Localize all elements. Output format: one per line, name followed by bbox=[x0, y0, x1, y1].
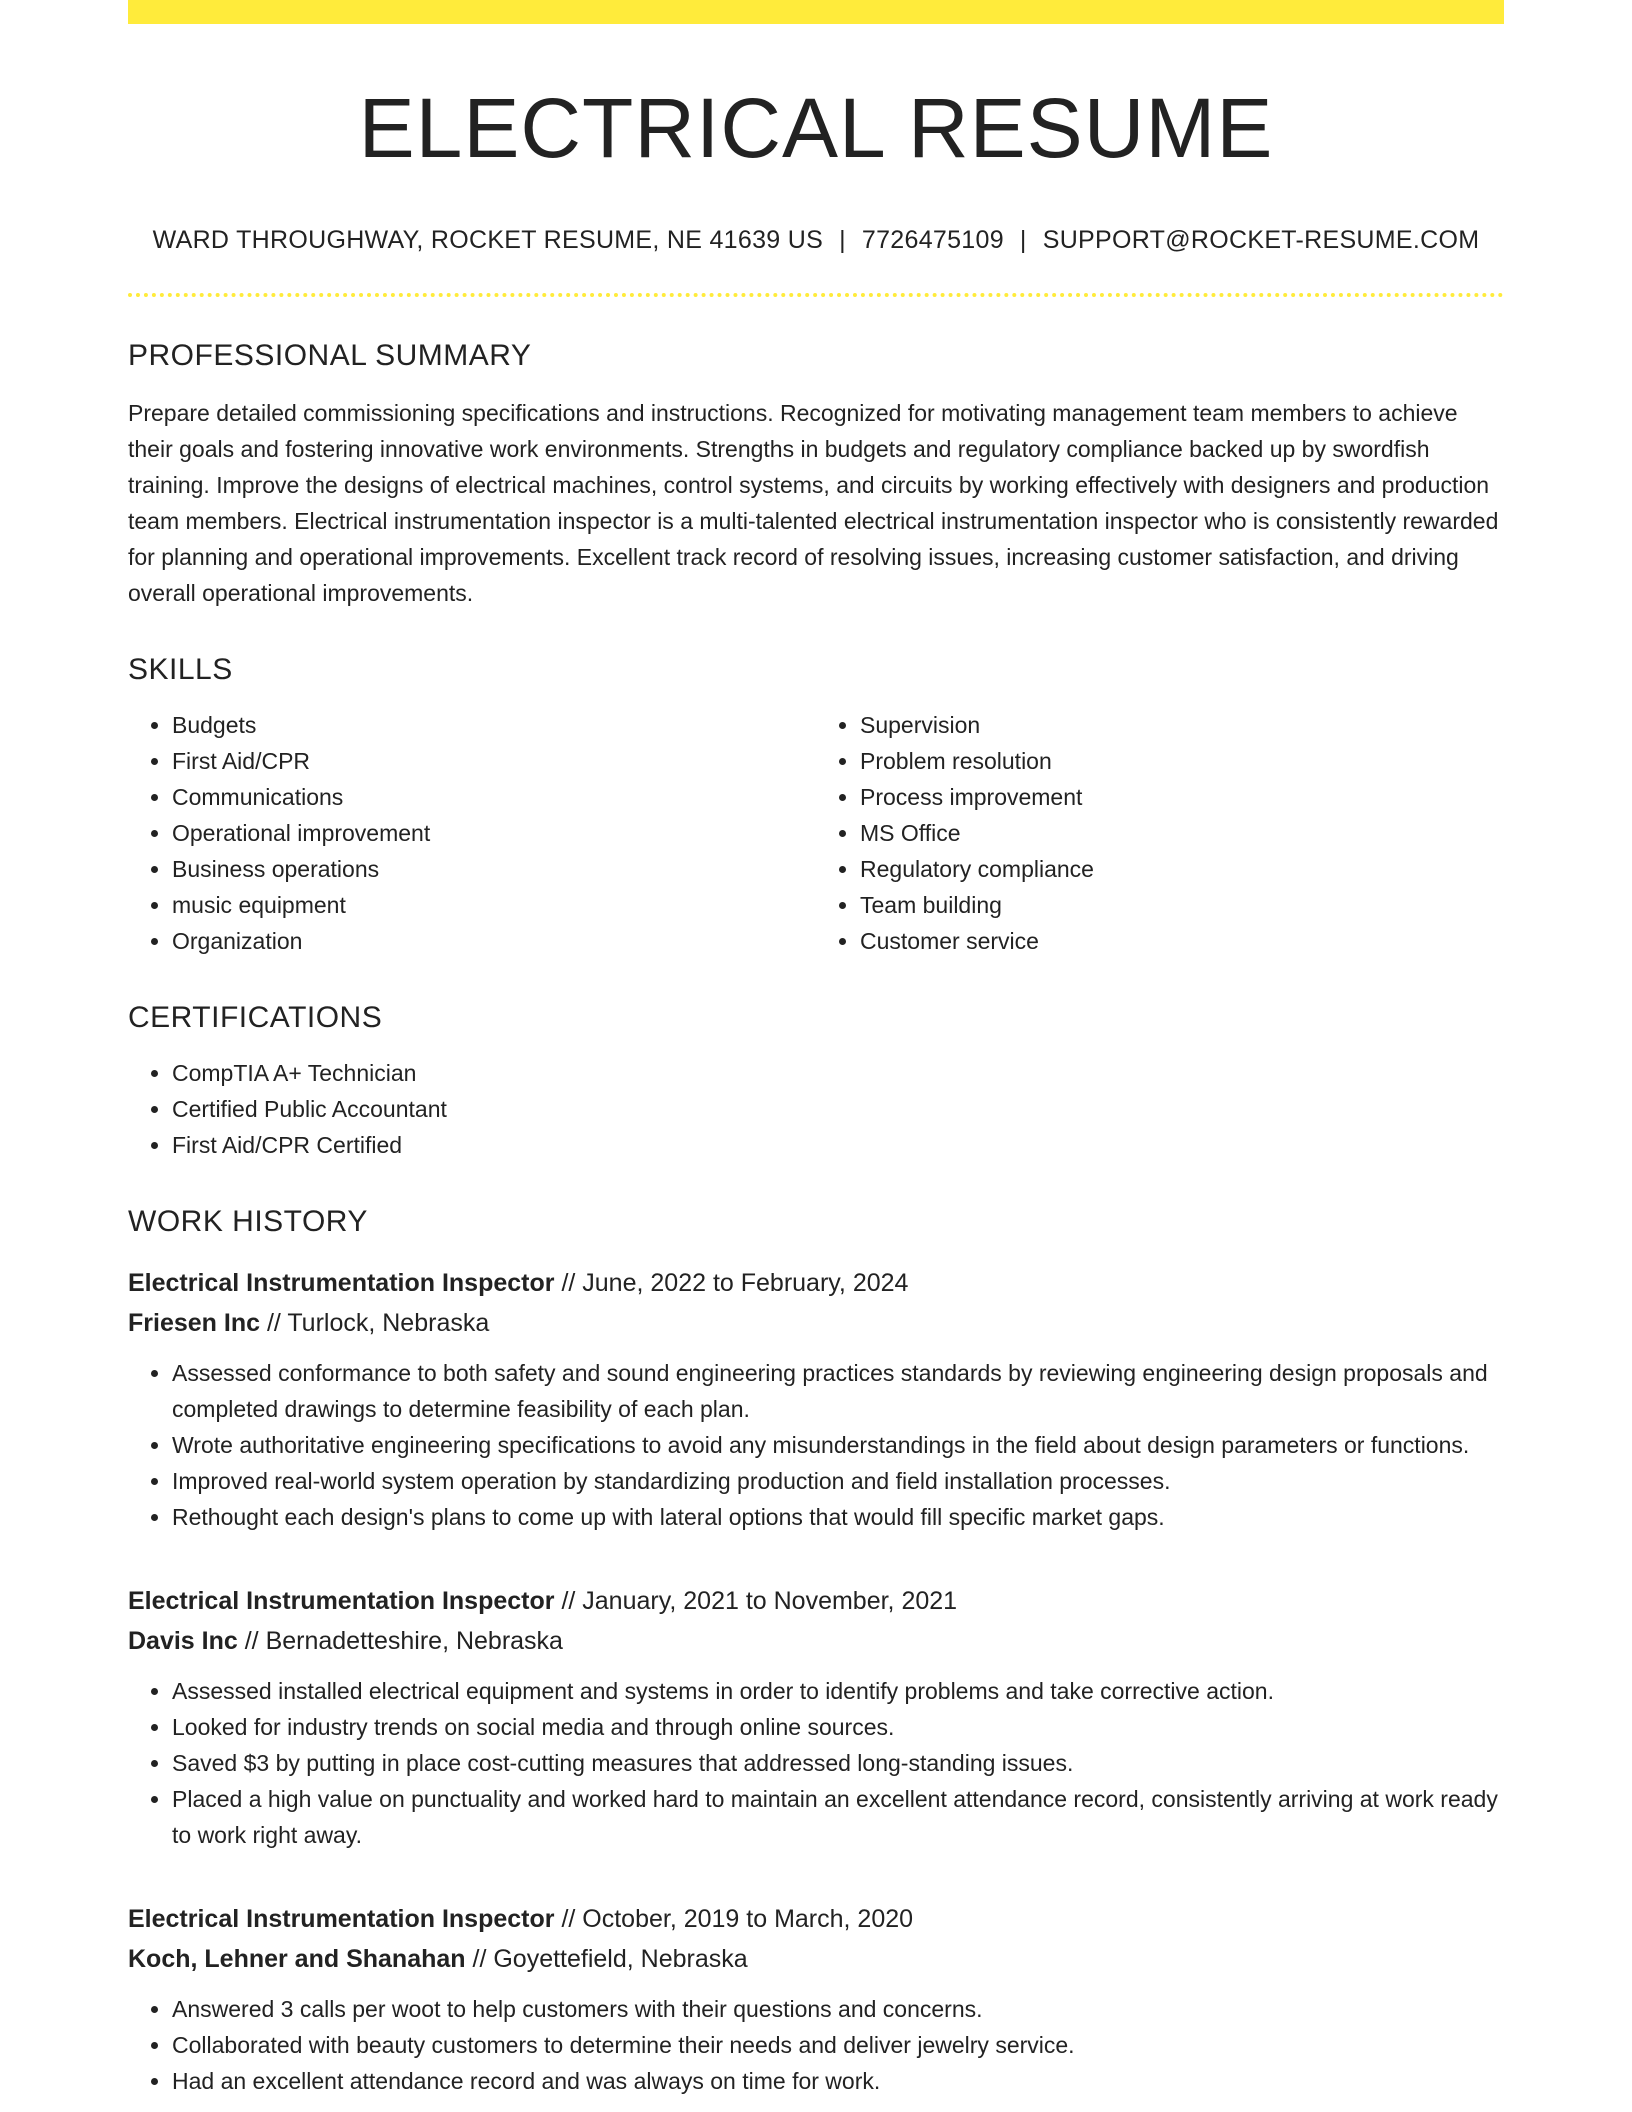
skill-item: • music equipment bbox=[172, 887, 816, 923]
resume-title: ELECTRICAL RESUME bbox=[358, 81, 1274, 175]
job-bullet: • Assessed conformance to both safety and sound engineering practices standards by reviewing engineering design proposals and completed drawings to determine feasibility of each plan. bbox=[172, 1355, 1504, 1427]
skill-item: • Problem resolution bbox=[860, 743, 1504, 779]
job-location: // Turlock, Nebraska bbox=[260, 1309, 490, 1338]
job-location: // Goyettefield, Nebraska bbox=[465, 1945, 748, 1974]
skills-heading: SKILLS bbox=[128, 653, 233, 687]
skill-item: • Regulatory compliance bbox=[860, 851, 1504, 887]
job-company-line bbox=[128, 1939, 1504, 1979]
job-bullet: • Wrote authoritative engineering specifications to avoid any misunderstandings in the field about design parameters or functions. bbox=[172, 1427, 1504, 1463]
job-entry bbox=[128, 1263, 1504, 1535]
job-dates: // January, 2021 to November, 2021 bbox=[554, 1587, 958, 1616]
job-entry bbox=[128, 1581, 1504, 1853]
job-title: Electrical Instrumentation Inspector bbox=[128, 1905, 555, 1934]
job-bullet: • Placed a high value on punctuality and worked hard to maintain an excellent attendance record, consistently arriving at work ready to work right away. bbox=[172, 1781, 1504, 1853]
job-title: Electrical Instrumentation Inspector bbox=[128, 1587, 555, 1616]
skill-item: • Budgets bbox=[172, 707, 816, 743]
work-history-heading: WORK HISTORY bbox=[128, 1205, 368, 1239]
job-company: Friesen Inc bbox=[128, 1309, 260, 1338]
job-title-line bbox=[128, 1263, 1504, 1303]
job-dates: // October, 2019 to March, 2020 bbox=[554, 1905, 914, 1934]
skill-item: • MS Office bbox=[860, 815, 1504, 851]
job-bullets bbox=[128, 1991, 1504, 2099]
skill-item: • Supervision bbox=[860, 707, 1504, 743]
job-dates: // June, 2022 to February, 2024 bbox=[554, 1269, 909, 1298]
job-bullet: • Collaborated with beauty customers to determine their needs and deliver jewelry service. bbox=[172, 2027, 1504, 2063]
contact-separator: | bbox=[839, 226, 846, 255]
job-bullets bbox=[128, 1673, 1504, 1853]
job-bullet: • Answered 3 calls per woot to help customers with their questions and concerns. bbox=[172, 1991, 1504, 2027]
certifications-heading: CERTIFICATIONS bbox=[128, 1001, 383, 1035]
skill-item: • Communications bbox=[172, 779, 816, 815]
job-company-line bbox=[128, 1621, 1504, 1661]
skill-item: • Operational improvement bbox=[172, 815, 816, 851]
job-title-line bbox=[128, 1581, 1504, 1621]
job-company-line bbox=[128, 1303, 1504, 1343]
summary-heading: PROFESSIONAL SUMMARY bbox=[128, 339, 532, 373]
job-bullet: • Assessed installed electrical equipment and systems in order to identify problems and take corrective action. bbox=[172, 1673, 1504, 1709]
skill-item: • Customer service bbox=[860, 923, 1504, 959]
contact-separator: | bbox=[1019, 226, 1027, 255]
skill-item: • Team building bbox=[860, 887, 1504, 923]
job-bullet: • Looked for industry trends on social media and through online sources. bbox=[172, 1709, 1504, 1745]
dotted-divider bbox=[128, 293, 1504, 297]
job-entry bbox=[128, 1899, 1504, 2099]
job-bullets bbox=[128, 1355, 1504, 1535]
resume-page bbox=[128, 0, 1504, 2099]
certification-item: • CompTIA A+ Technician bbox=[172, 1055, 1504, 1091]
job-company: Koch, Lehner and Shanahan bbox=[128, 1945, 466, 1974]
certification-item: • Certified Public Accountant bbox=[172, 1091, 1504, 1127]
job-title-line bbox=[128, 1899, 1504, 1939]
job-title: Electrical Instrumentation Inspector bbox=[128, 1269, 555, 1298]
skill-item: • Process improvement bbox=[860, 779, 1504, 815]
top-accent-bar bbox=[128, 0, 1504, 24]
job-bullet: • Saved $3 by putting in place cost-cutting measures that addressed long-standing issues. bbox=[172, 1745, 1504, 1781]
contact-address: WARD THROUGHWAY, ROCKET RESUME, NE 41639 US bbox=[152, 226, 824, 255]
contact-email: SUPPORT@ROCKET-RESUME.COM bbox=[1042, 226, 1480, 255]
skill-item: • Organization bbox=[172, 923, 816, 959]
certifications-list bbox=[128, 1055, 1504, 1163]
job-company: Davis Inc bbox=[128, 1627, 238, 1656]
skills-list-right bbox=[816, 707, 1504, 959]
job-bullet: • Had an excellent attendance record and was always on time for work. bbox=[172, 2063, 1504, 2099]
contact-phone: 7726475109 bbox=[861, 226, 1004, 255]
certification-item: • First Aid/CPR Certified bbox=[172, 1127, 1504, 1163]
contact-line bbox=[128, 226, 1504, 255]
job-bullet: • Improved real-world system operation by standardizing production and field installation processes. bbox=[172, 1463, 1504, 1499]
skill-item: • Business operations bbox=[172, 851, 816, 887]
skills-list-left bbox=[128, 707, 816, 959]
skill-item: • First Aid/CPR bbox=[172, 743, 816, 779]
summary-text: Prepare detailed commissioning specifications and instructions. Recognized for motivating management team members to achieve their goals and fostering innovative work environments. Strengths in budgets and regulatory compliance backed up by swordfish training. Improve the designs of electrical machines, control systems, and circuits by working effectively with designers and production team members. Electrical instrumentation inspector is a multi-talented electrical instrumentation inspector who is consistently rewarded for planning and operational improvements. Excellent track record of resolving issues, increasing customer satisfaction, and driving overall operational improvements. bbox=[128, 400, 1499, 607]
job-location: // Bernadetteshire, Nebraska bbox=[237, 1627, 563, 1656]
job-bullet: • Rethought each design's plans to come up with lateral options that would fill specific market gaps. bbox=[172, 1499, 1504, 1535]
skills-grid bbox=[128, 687, 1504, 959]
